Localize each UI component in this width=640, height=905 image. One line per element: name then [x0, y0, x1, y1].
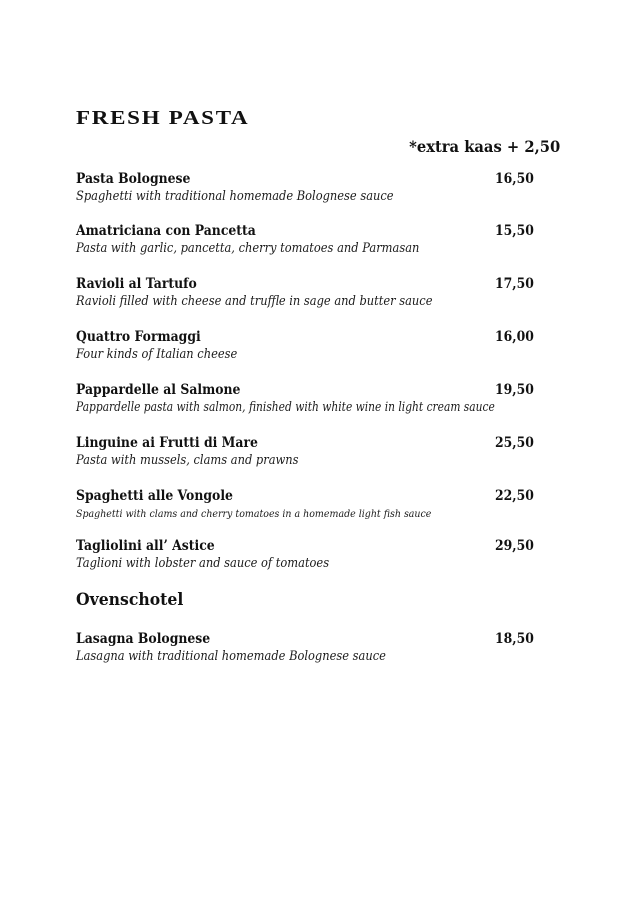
item-description: Taglioni with lobster and sauce of tomatoes	[76, 556, 330, 571]
item-name: Amatriciana con Pancetta	[76, 223, 256, 239]
item-name: Tagliolini all’ Astice	[76, 538, 215, 554]
item-price: 16,50	[495, 171, 534, 187]
section-title: FRESH PASTA	[76, 107, 250, 129]
item-name: Spaghetti alle Vongole	[76, 488, 233, 504]
menu-item	[76, 630, 566, 666]
item-name: Linguine ai Frutti di Mare	[76, 435, 258, 451]
item-price: 15,50	[495, 223, 534, 239]
item-name: Quattro Formaggi	[76, 329, 201, 345]
menu-item	[76, 222, 566, 258]
item-price: 29,50	[495, 538, 534, 554]
item-description: Spaghetti with traditional homemade Bolognese sauce	[76, 189, 394, 204]
item-description: Spaghetti with clams and cherry tomatoes in a homemade light fish sauce	[76, 508, 432, 520]
item-price: 25,50	[495, 435, 534, 451]
item-name: Pasta Bolognese	[76, 171, 191, 187]
menu-item	[76, 381, 566, 417]
item-description: Ravioli filled with cheese and truffle in sage and butter sauce	[76, 294, 433, 309]
item-price: 16,00	[495, 329, 534, 345]
item-description: Pasta with garlic, pancetta, cherry tomatoes and Parmasan	[76, 241, 420, 256]
item-price: 19,50	[495, 382, 534, 398]
item-description: Lasagna with traditional homemade Bolognese sauce	[76, 649, 386, 664]
item-name: Ravioli al Tartufo	[76, 276, 197, 292]
item-name: Pappardelle al Salmone	[76, 382, 241, 398]
extra-cheese-note: *extra kaas + 2,50	[408, 137, 560, 156]
item-price: 22,50	[495, 488, 534, 504]
menu-item	[76, 434, 566, 470]
item-price: 17,50	[495, 276, 534, 292]
menu-item	[76, 275, 566, 311]
item-name: Lasagna Bolognese	[76, 631, 211, 647]
item-description: Four kinds of Italian cheese	[76, 347, 238, 362]
menu-item	[76, 170, 566, 206]
menu-item	[76, 537, 566, 573]
menu-item	[76, 328, 566, 364]
menu-item	[76, 487, 566, 523]
item-description: Pasta with mussels, clams and prawns	[76, 453, 299, 468]
oven-section-title: Ovenschotel	[76, 590, 184, 610]
item-description: Pappardelle pasta with salmon, finished with white wine in light cream sauce	[76, 400, 495, 415]
item-price: 18,50	[495, 631, 534, 647]
